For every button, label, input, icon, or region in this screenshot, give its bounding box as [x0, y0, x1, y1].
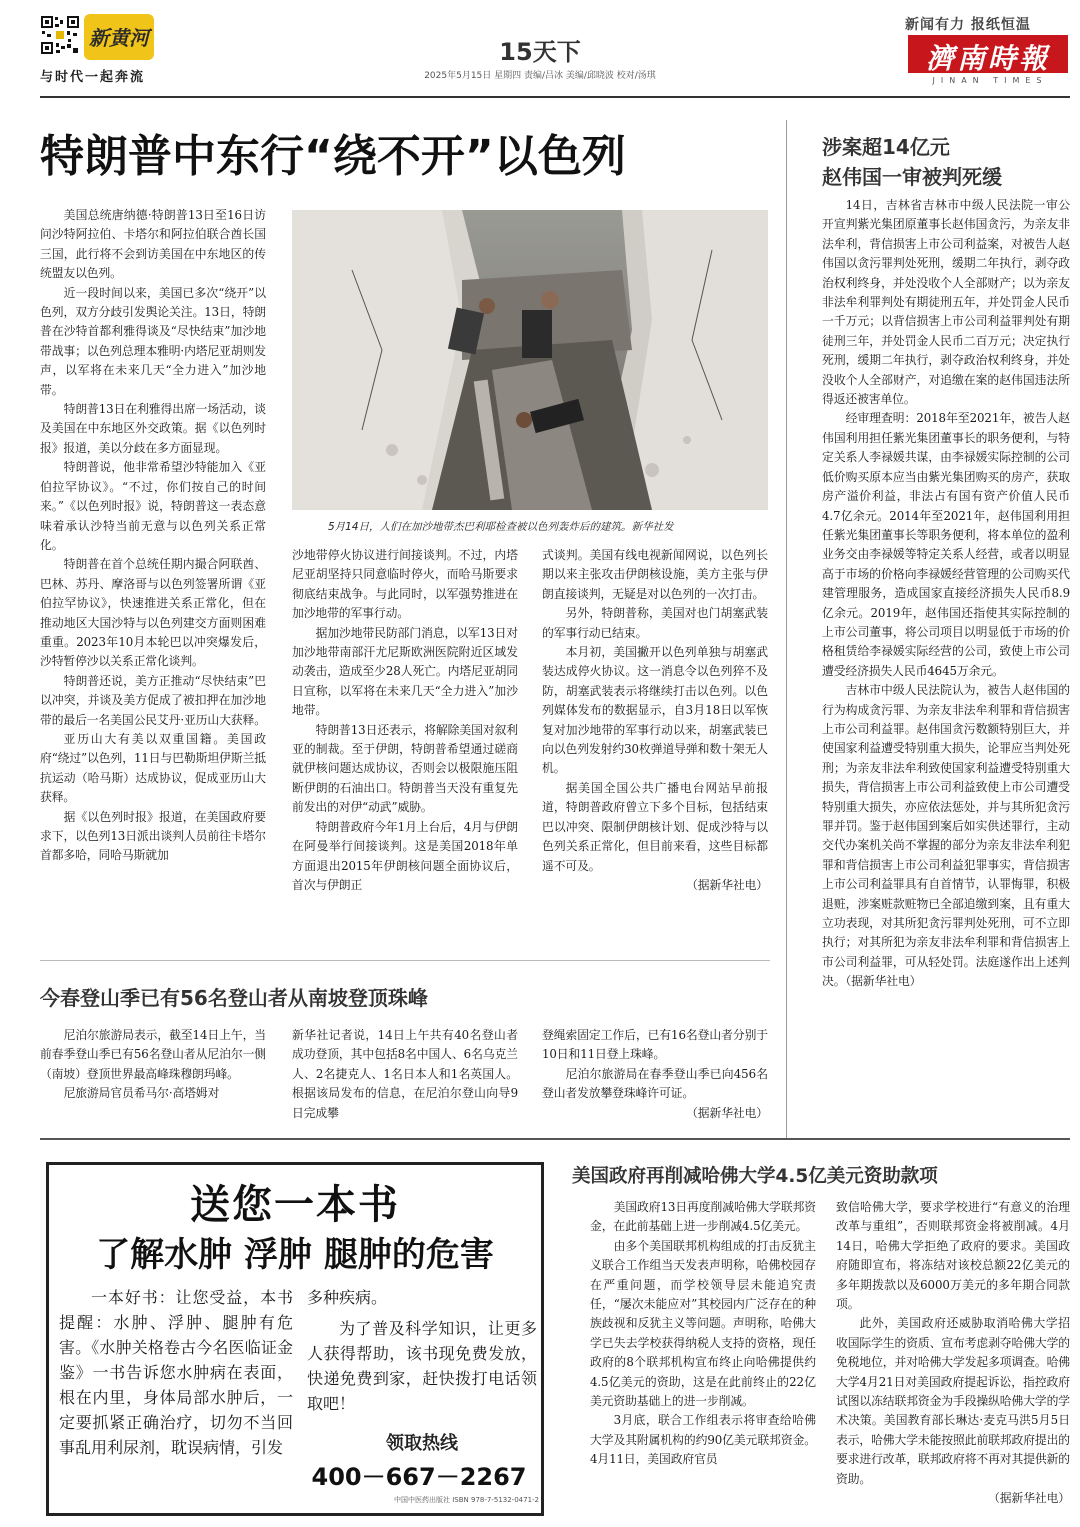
- masthead-rule: [40, 96, 1070, 98]
- ad-col1: 一本好书：让您受益，本书提醒：水肿、浮肿、腿肿有危害。《水肿关格卷古今名医临证金鉴》一书告诉您水肿病在表面，根在内里，身体局部水肿后，一定要抓紧正确治疗，切勿不当回事乱用利尿剂，耽误病情，引发: [59, 1288, 293, 1457]
- paragraph: 本月初，美国撇开以色列单独与胡塞武装达成停火协议。这一消息令以色列猝不及防，胡塞武装表示将继续打击以色列。以色列媒体发布的数据显示，自3月18日以军恢复对加沙地带的军事行动以来，胡塞武装已向以色列发射约30枚弹道导弹和数十架无人机。: [542, 645, 768, 776]
- paragraph: 特朗普还说，美方正推动“尽快结束”巴以冲突，并谈及美方促成了被扣押在加沙地带的最后一名美国公民艾丹·亚历山大获释。: [40, 673, 266, 727]
- ad-hotline-label: 领取热线: [386, 1433, 458, 1454]
- paragraph: 美国政府13日再度削减哈佛大学联邦资金，在此前基础上进一步削减4.5亿美元。: [590, 1200, 816, 1234]
- right-headline-2: 赵伟国一审被判死缓: [822, 165, 1002, 189]
- main-story-col1: [40, 206, 266, 946]
- source-note: （据新华社电）: [988, 1491, 1070, 1506]
- paragraph: 特朗普13日还表示，将解除美国对叙利亚的制裁。至于伊朗，特朗普希望通过磋商就伊核问题达成协议，否则会以极限施压阻断伊朗的石油出口。特朗普当天没有重复先前发出的对伊“动武”威胁。: [292, 722, 518, 815]
- paragraph: 吉林市中级人民法院认为，被告人赵伟国的行为构成贪污罪、为亲友非法牟利罪和背信损害上市公司利益罪。赵伟国贪污数额特别巨大，并使国家利益遭受特别重大损失，论罪应当判处死刑；为亲友非法牟利致使国家利益遭受特别重大损失，背信损害上市公司利益致使上市公司遭受特别重大损失，亦应依法惩处，并与其所犯贪污罪并罚。鉴于赵伟国到案后如实供述罪行，主动交代办案机关尚不掌握的部分为亲友非法牟利犯罪和背信损害上市公司利益犯罪事实，背信损害上市公司利益罪具有自首情节，认罪悔罪，积极退赃，涉案赃款赃物已全部追缴到案，且有重大立功表现，对其所犯贪污罪判处死刑，可不立即执行；对其所犯为亲友非法牟利罪和背信损害上市公司利益罪，可从轻处罚。法庭遂作出上述判决。（据新华社电）: [822, 683, 1070, 989]
- paragraph: 沙地带停火协议进行间接谈判。不过，内塔尼亚胡坚持只同意临时停火，而哈马斯要求彻底结束战争。与此同时，以军强势推进在加沙地带的军事行动。: [292, 548, 518, 621]
- right-slogan: 新闻有力 报纸恒温: [905, 17, 1031, 33]
- ad-col2a: 多种疾病。: [307, 1288, 388, 1307]
- paper-en: JINAN TIMES: [932, 76, 1048, 85]
- main-story-col3: [542, 546, 768, 946]
- main-story-col2: [292, 546, 518, 946]
- everest-col3: [542, 1026, 768, 1126]
- news-photo: [292, 210, 768, 510]
- paragraph: 特朗普在首个总统任期内撮合阿联酋、巴林、苏丹、摩洛哥与以色列签署所谓《亚伯拉罕协议》，快速推进关系正常化，但在推动地区大国沙特与以色列建交方面则困难重重。2023年10月本轮巴以冲突爆发后，沙特暂停沙以关系正常化谈判。: [40, 557, 266, 669]
- paragraph: 新华社记者说，14日上午共有40名登山者成功登顶，其中包括8名中国人、6名乌克兰人、2名捷克人、1名日本人和1名英国人。根据该局发布的信息，在尼泊尔登山向导9日完成攀: [292, 1028, 518, 1120]
- ad-hotline: 400－667－2267: [311, 1463, 527, 1491]
- ad-title-1: 送您一本书: [190, 1182, 400, 1228]
- column-divider: [786, 120, 787, 1140]
- paragraph: 据《以色列时报》报道，在美国政府要求下，以色列13日派出谈判人员前往卡塔尔首都多哈，同哈马斯就加: [40, 809, 266, 863]
- left-slogan: 与时代一起奔流: [40, 70, 146, 85]
- paragraph: 致信哈佛大学，要求学校进行“有意义的治理改革与重组”，否则联邦资金将被削减。4月14日，哈佛大学拒绝了政府的要求。美国政府随即宣布，将冻结对该校总额22亿美元的多年期拨款以及6000万美元的多年期合同款项。: [836, 1200, 1070, 1312]
- paragraph: 3月底，联合工作组表示将审查给哈佛大学及其附属机构的约90亿美元联邦资金。4月11日，美国政府官员: [590, 1413, 816, 1467]
- paragraph: 亚历山大有美以双重国籍。美国政府“绕过”以色列，11日与巴勒斯坦伊斯兰抵抗运动（哈马斯）达成协议，促成亚历山大获释。: [40, 731, 266, 805]
- main-headline: 特朗普中东行“绕不开”以色列: [40, 131, 626, 182]
- paragraph: 特朗普13日在利雅得出席一场活动，谈及美国在中东地区外交政策。据《以色列时报》报道，美以分歧在多方面显现。: [40, 402, 266, 455]
- right-story-body: [822, 196, 1070, 1130]
- paragraph: 美国总统唐纳德·特朗普13日至16日访问沙特阿拉伯、卡塔尔和阿拉伯联合酋长国三国，此行将不会到访美国在中东地区的传统盟友以色列。: [40, 208, 266, 281]
- paper-name: 濟南時報: [925, 42, 1050, 75]
- everest-headline: 今春登山季已有56名登山者从南坡登顶珠峰: [40, 986, 428, 1010]
- source-note: （据新华社电）: [686, 877, 768, 892]
- ad-title-2: 了解水肿 浮肿 腿肿的危害: [96, 1235, 494, 1275]
- paragraph: 据加沙地带民防部门消息，以军13日对加沙地带南部汗尤尼斯欧洲医院附近区域发动袭击，造成至少28人死亡。内塔尼亚胡同日宣称，以军将在未来几天“全力进入”加沙地带。: [292, 625, 518, 718]
- source-note: （据新华社电）: [686, 1105, 768, 1120]
- masthead: [0, 0, 1080, 100]
- paragraph: 特朗普说，他非常希望沙特能加入《亚伯拉罕协议》。“不过，你们按自己的时间来。”《以色列时报》说，特朗普这一表态意味着承认沙特当前无意与以色列关系正常化。: [40, 460, 266, 552]
- paragraph: 式谈判。美国有线电视新闻网说，以色列长期以来主张攻击伊朗核设施，美方主张与伊朗直接谈判，无疑是对以色列的一次打击。: [542, 548, 768, 601]
- paragraph: 14日，吉林省吉林市中级人民法院一审公开宣判紫光集团原董事长赵伟国贪污，为亲友非法牟利，背信损害上市公司利益案，对被告人赵伟国以贪污罪判处死刑，缓期二年执行，剥夺政治权利终身，并处没收个人全部财产；以为亲友非法牟利罪判处有期徒刑五年，并处罚金人民币一千万元；以背信损害上市公司利益罪判处有期徒刑三年，并处罚金人民币二百万元；决定执行死刑，缓期二年执行，剥夺政治权利终身，并处没收个人全部财产，对追缴在案的赵伟国违法所得返还被害单位。: [822, 198, 1070, 407]
- ad-isbn: 中国中医药出版社 ISBN 978-7-5132-0471-2: [394, 1496, 539, 1504]
- paragraph: 尼泊尔旅游局表示，截至14日上午，当前春季登山季已有56名登山者从尼泊尔一侧（南坡）登顶世界最高峰珠穆朗玛峰。: [40, 1028, 266, 1081]
- paragraph: 据美国全国公共广播电台网站早前报道，特朗普政府曾立下多个目标，包括结束巴以冲突、限制伊朗核计划、促成沙特与以色列关系正常化，但目前来看，这些目标都遥不可及。: [542, 780, 768, 873]
- harvard-col1: [590, 1198, 816, 1520]
- paragraph: 近一段时间以来，美国已多次“绕开”以色列，双方分歧引发舆论关注。13日，特朗普在沙特首都利雅得谈及“尽快结束”加沙地带战事；以色列总理本雅明·内塔尼亚胡则发声，以军将在未来几天“全力进入”加沙地带。: [40, 285, 266, 397]
- xinhuanghe-logo-text: 新黄河: [89, 26, 149, 50]
- paragraph: 另外，特朗普称，美国对也门胡塞武装的军事行动已结束。: [542, 606, 768, 640]
- paragraph: 尼泊尔旅游局在春季登山季已向456名登山者发放攀登珠峰许可证。: [542, 1066, 768, 1101]
- ad-box: [46, 1162, 544, 1516]
- paragraph: 特朗普政府今年1月上台后，4月与伊朗在阿曼举行间接谈判。这是美国2018年单方面退出2015年伊朗核问题全面协议后，首次与伊朗正: [292, 819, 518, 892]
- paragraph: 尼旅游局官员希马尔·高塔姆对: [63, 1086, 220, 1101]
- everest-col2: [292, 1026, 518, 1126]
- page-meta: 2025年5月15日 星期四 责编/吕冰 美编/邱晓波 校对/汤琪: [424, 71, 656, 81]
- everest-col1: [40, 1026, 266, 1126]
- right-headline-1: 涉案超14亿元: [822, 135, 950, 159]
- paragraph: 登绳索固定工作后，已有16名登山者分别于10日和11日登上珠峰。: [542, 1028, 768, 1062]
- section-rule: [40, 960, 770, 961]
- photo-caption: 5月14日，人们在加沙地带杰巴利耶检查被以色列轰炸后的建筑。新华社发: [328, 521, 674, 533]
- paragraph: 此外，美国政府还威胁取消哈佛大学招收国际学生的资质、宣布考虑剥夺哈佛大学的免税地位，并对哈佛大学发起多项调查。哈佛大学4月21日对美国政府提起诉讼，指控政府试图以冻结联邦资金为手段操纵哈佛大学的学术决策。美国教育部长琳达·麦克马洪5月5日表示，哈佛大学未能按照此前联邦政府提出的要求进行改革，联邦政府将不再对其提供新的资助。: [836, 1316, 1070, 1486]
- section-rule: [40, 1138, 1070, 1140]
- qr-code-icon: [40, 15, 80, 55]
- page-label: 15天下: [499, 38, 581, 66]
- harvard-headline: 美国政府再削减哈佛大学4.5亿美元资助款项: [572, 1166, 938, 1187]
- ad-col2b: 为了普及科学知识，让更多人获得帮助，该书现免费发放，快递免费到家，赶快拨打电话领取吧！: [307, 1319, 537, 1413]
- paragraph: 由多个美国联邦机构组成的打击反犹主义联合工作组当天发表声明称，哈佛校园存在严重问题，而学校领导层未能追究责任，“屡次未能应对”其校园内广泛存在的种族歧视和反犹主义等问题。声明称，哈佛大学已失去学校获得纳税人支持的资格，现任政府的8个联邦机构宣布终止向哈佛提供约4.5亿美元的资助，这是在此前终止的22亿美元资助基础上的进一步削减。: [590, 1238, 816, 1409]
- paragraph: 经审理查明：2018年至2021年，被告人赵伟国利用担任紫光集团董事长的职务便利，与特定关系人李禄媛共谋，由李禄媛实际控制的公司低价购买原本应当由紫光集团购买的房产，获取房产溢价利益，非法占有国有资产价值人民币4.7亿余元。2014年至2021年，赵伟国利用担任紫光集团董事长等职务便利，将本单位的盈利业务交由李禄媛等特定关系人经营，或者以明显高于市场的价格向李禄媛经营管理的公司购买代建管理服务，造成国家直接经济损失人民币8.9亿余元。2019年，赵伟国还指使其实际控制的上市公司董事，将公司项目以明显低于市场的价格租赁给李禄媛实际经营的公司，致使上市公司遭受经济损失人民币4645万余元。: [822, 411, 1070, 678]
- harvard-col2: [836, 1198, 1070, 1520]
